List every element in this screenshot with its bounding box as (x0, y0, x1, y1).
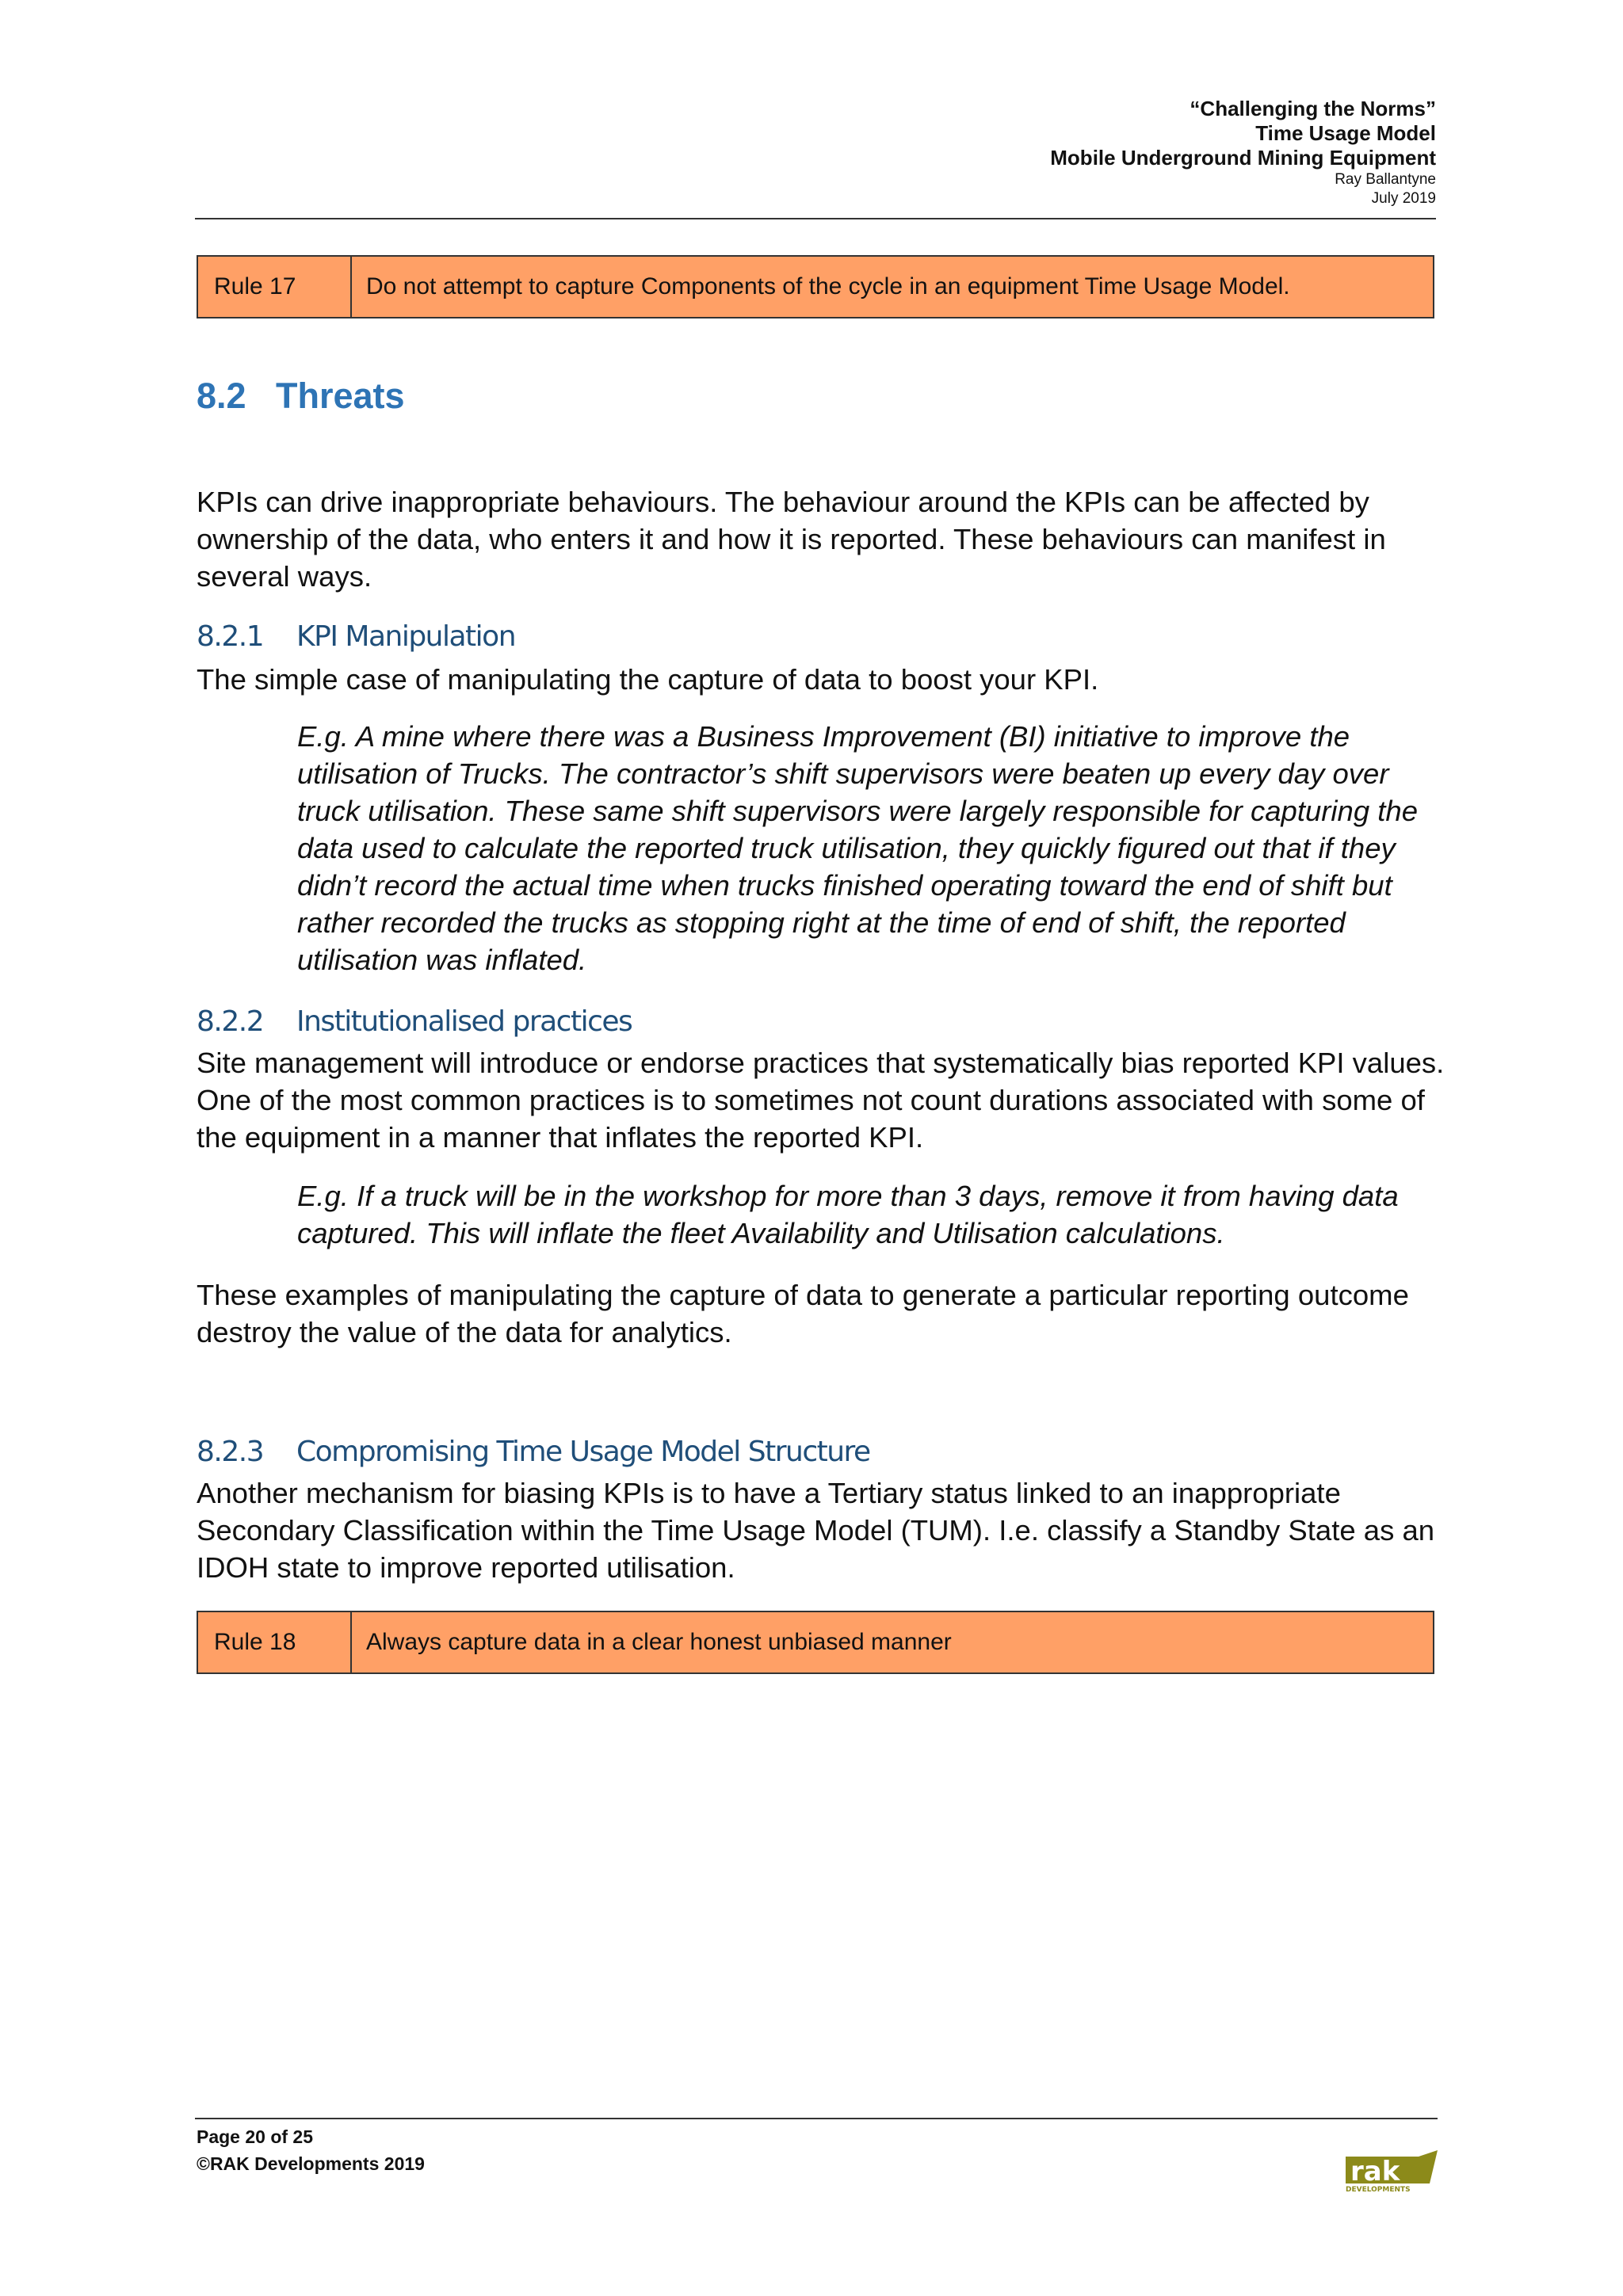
section-8-2-title: Threats (276, 376, 405, 416)
header-title-line1: “Challenging the Norms” (1190, 97, 1436, 120)
section-8-2-heading (197, 376, 405, 417)
section-8-2-number: 8.2 (197, 376, 246, 416)
section-8-2-1-title: KPI Manipulation (296, 620, 516, 653)
rule-18-text: Always capture data in a clear honest unbiased manner (366, 1629, 952, 1655)
section-8-2-3-number: 8.2.3 (197, 1436, 264, 1468)
footer-divider (195, 2118, 1438, 2119)
header-divider (195, 218, 1436, 219)
footer-page-number: Page 20 of 25 (197, 2126, 314, 2147)
section-8-2-3-text: Another mechanism for biasing KPIs is to have a Tertiary status linked to an inappropriate Secondary Classification within the Time Usage Model (TUM). I.e. classify a Standby State as an IDOH state to improve reported utilisation. (197, 1477, 1435, 1584)
rule-17-text: Do not attempt to capture Components of the cycle in an equipment Time Usage Model. (366, 273, 1290, 299)
header-date: July 2019 (1371, 190, 1436, 207)
rak-logo-icon (1342, 2149, 1441, 2193)
section-8-2-1-heading (197, 620, 515, 653)
section-8-2-2-title: Institutionalised practices (296, 1005, 632, 1038)
footer-copyright: ©RAK Developments 2019 (197, 2153, 425, 2174)
page-footer (197, 2123, 425, 2177)
logo-mark: rak (1350, 2156, 1400, 2187)
rule-17-label: Rule 17 (198, 257, 352, 317)
section-8-2-1-text: The simple case of manipulating the capture of data to boost your KPI. (197, 663, 1099, 696)
page-header (1050, 97, 1436, 208)
header-title-line2: Time Usage Model (1255, 121, 1436, 145)
rule-17-box (197, 255, 1434, 318)
section-8-2-2-summary: These examples of manipulating the capture of data to generate a particular reporting outcome destroy the value of the data for analytics. (197, 1279, 1409, 1348)
section-8-2-2-example: E.g. If a truck will be in the workshop for more than 3 days, remove it from having data captured. This will inflate the fleet Availability and Utilisation calculations. (297, 1180, 1399, 1249)
section-8-2-2-text: Site management will introduce or endorse practices that systematically bias reported KPI values. One of the most common practices is to sometimes not count durations associated with some of the equipment in a manner that inflates the reported KPI. (197, 1047, 1445, 1154)
section-8-2-1-number: 8.2.1 (197, 620, 264, 653)
logo-subtext: DEVELOPMENTS (1346, 2186, 1411, 2193)
header-author: Ray Ballantyne (1335, 171, 1436, 188)
header-title-line3: Mobile Underground Mining Equipment (1050, 146, 1436, 170)
section-8-2-1-example: E.g. A mine where there was a Business Improvement (BI) initiative to improve the utilisation of Trucks. The contractor’s shift supervisors were beaten up every day over truck utilisation. These same shift supervisors were largely responsible for capturing the data used to calculate the reported truck utilisation, they quickly figured out that if they didn’t record the actual time when trucks finished operating toward the end of shift but rather recorded the trucks as stopping right at the time of end of shift, the reported utilisation was inflated. (297, 720, 1419, 976)
section-8-2-2-number: 8.2.2 (197, 1005, 264, 1038)
section-8-2-3-heading (197, 1436, 870, 1468)
section-8-2-intro: KPIs can drive inappropriate behaviours. The behaviour around the KPIs can be affected by ownership of the data, who enters it and how it is reported. These behaviours can manifest in several ways. (197, 486, 1386, 593)
section-8-2-2-heading (197, 1005, 632, 1038)
section-8-2-3-title: Compromising Time Usage Model Structure (296, 1436, 870, 1468)
rule-18-label: Rule 18 (198, 1612, 352, 1672)
rule-18-box (197, 1611, 1434, 1674)
